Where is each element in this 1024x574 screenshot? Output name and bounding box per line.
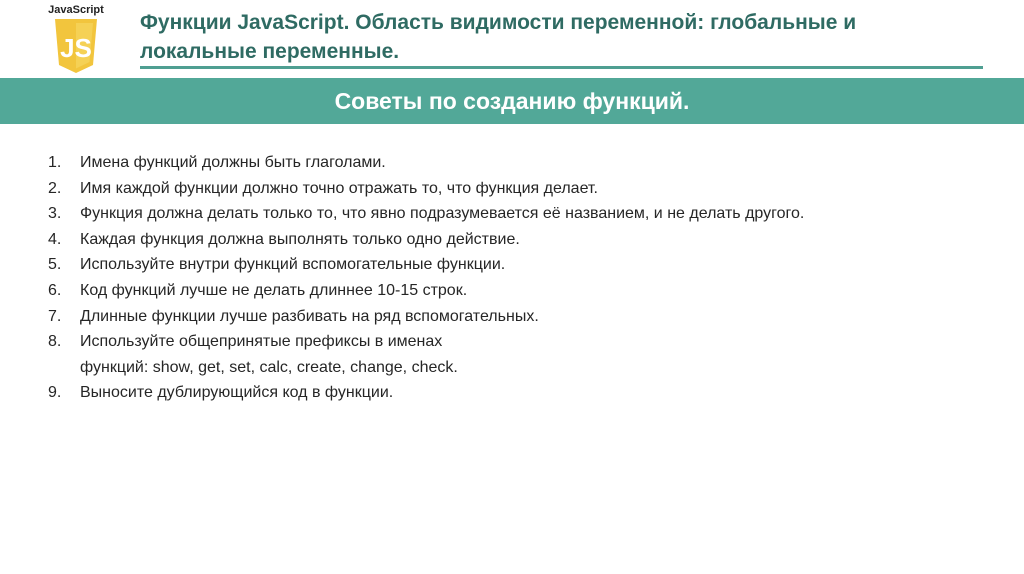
page-title-line-2: локальные переменные. (140, 40, 400, 63)
list-item-line: Длинные функции лучше разбивать на ряд вспомогательных. (80, 307, 539, 325)
list-item-line: Функция должна делать только то, что явно подразумевается её названием, и не делать другого. (80, 205, 805, 223)
list-item-number: 5. (48, 256, 62, 274)
list-item-number: 2. (48, 179, 62, 197)
list-item-line: Имя каждой функции должно точно отражать то, что функция делает. (80, 179, 598, 197)
list-item (48, 329, 988, 380)
list-item-text (80, 304, 988, 330)
list-item-text (80, 227, 988, 253)
list-item (48, 150, 988, 176)
js-shield-icon (53, 19, 99, 73)
list-item-number: 8. (48, 333, 62, 351)
page-title-line-1: Функции JavaScript. Область видимости переменной: глобальные и (140, 11, 857, 34)
list-item-text (80, 201, 988, 227)
list-item-text (80, 329, 988, 380)
list-item-number: 3. (48, 205, 62, 223)
list-item (48, 227, 988, 253)
list-item-text (80, 176, 988, 202)
page-title (140, 8, 940, 66)
logo-badge-text: JS (60, 33, 92, 63)
list-item (48, 252, 988, 278)
list-item-line: Выносите дублирующийся код в функции. (80, 384, 394, 402)
list-item-line: Используйте общепринятые префиксы в именах (80, 333, 443, 351)
tips-list (48, 150, 988, 406)
list-item (48, 176, 988, 202)
list-item-number: 4. (48, 230, 62, 248)
list-item-text (80, 252, 988, 278)
list-item-line: функций: show, get, set, calc, create, change, check. (80, 358, 458, 376)
list-item-number: 7. (48, 307, 62, 325)
list-item-text (80, 278, 988, 304)
list-item-number: 1. (48, 154, 62, 171)
title-divider (140, 66, 983, 69)
list-item-text (80, 150, 988, 176)
list-item-number: 6. (48, 281, 62, 299)
list-item (48, 278, 988, 304)
list-item (48, 380, 988, 406)
section-banner (0, 78, 1024, 124)
list-item (48, 304, 988, 330)
list-item (48, 201, 988, 227)
list-item-line: Код функций лучше не делать длиннее 10-15 строк. (80, 281, 468, 299)
list-item-number: 9. (48, 384, 62, 402)
logo-label: JavaScript (48, 4, 104, 16)
javascript-logo (36, 4, 116, 74)
list-item-line: Каждая функция должна выполнять только одно действие. (80, 230, 520, 248)
section-heading: Советы по созданию функций. (334, 87, 690, 114)
list-item-line: Имена функций должны быть глаголами. (80, 154, 386, 171)
list-item-line: Используйте внутри функций вспомогательные функции. (80, 256, 506, 274)
list-item-text (80, 380, 988, 406)
